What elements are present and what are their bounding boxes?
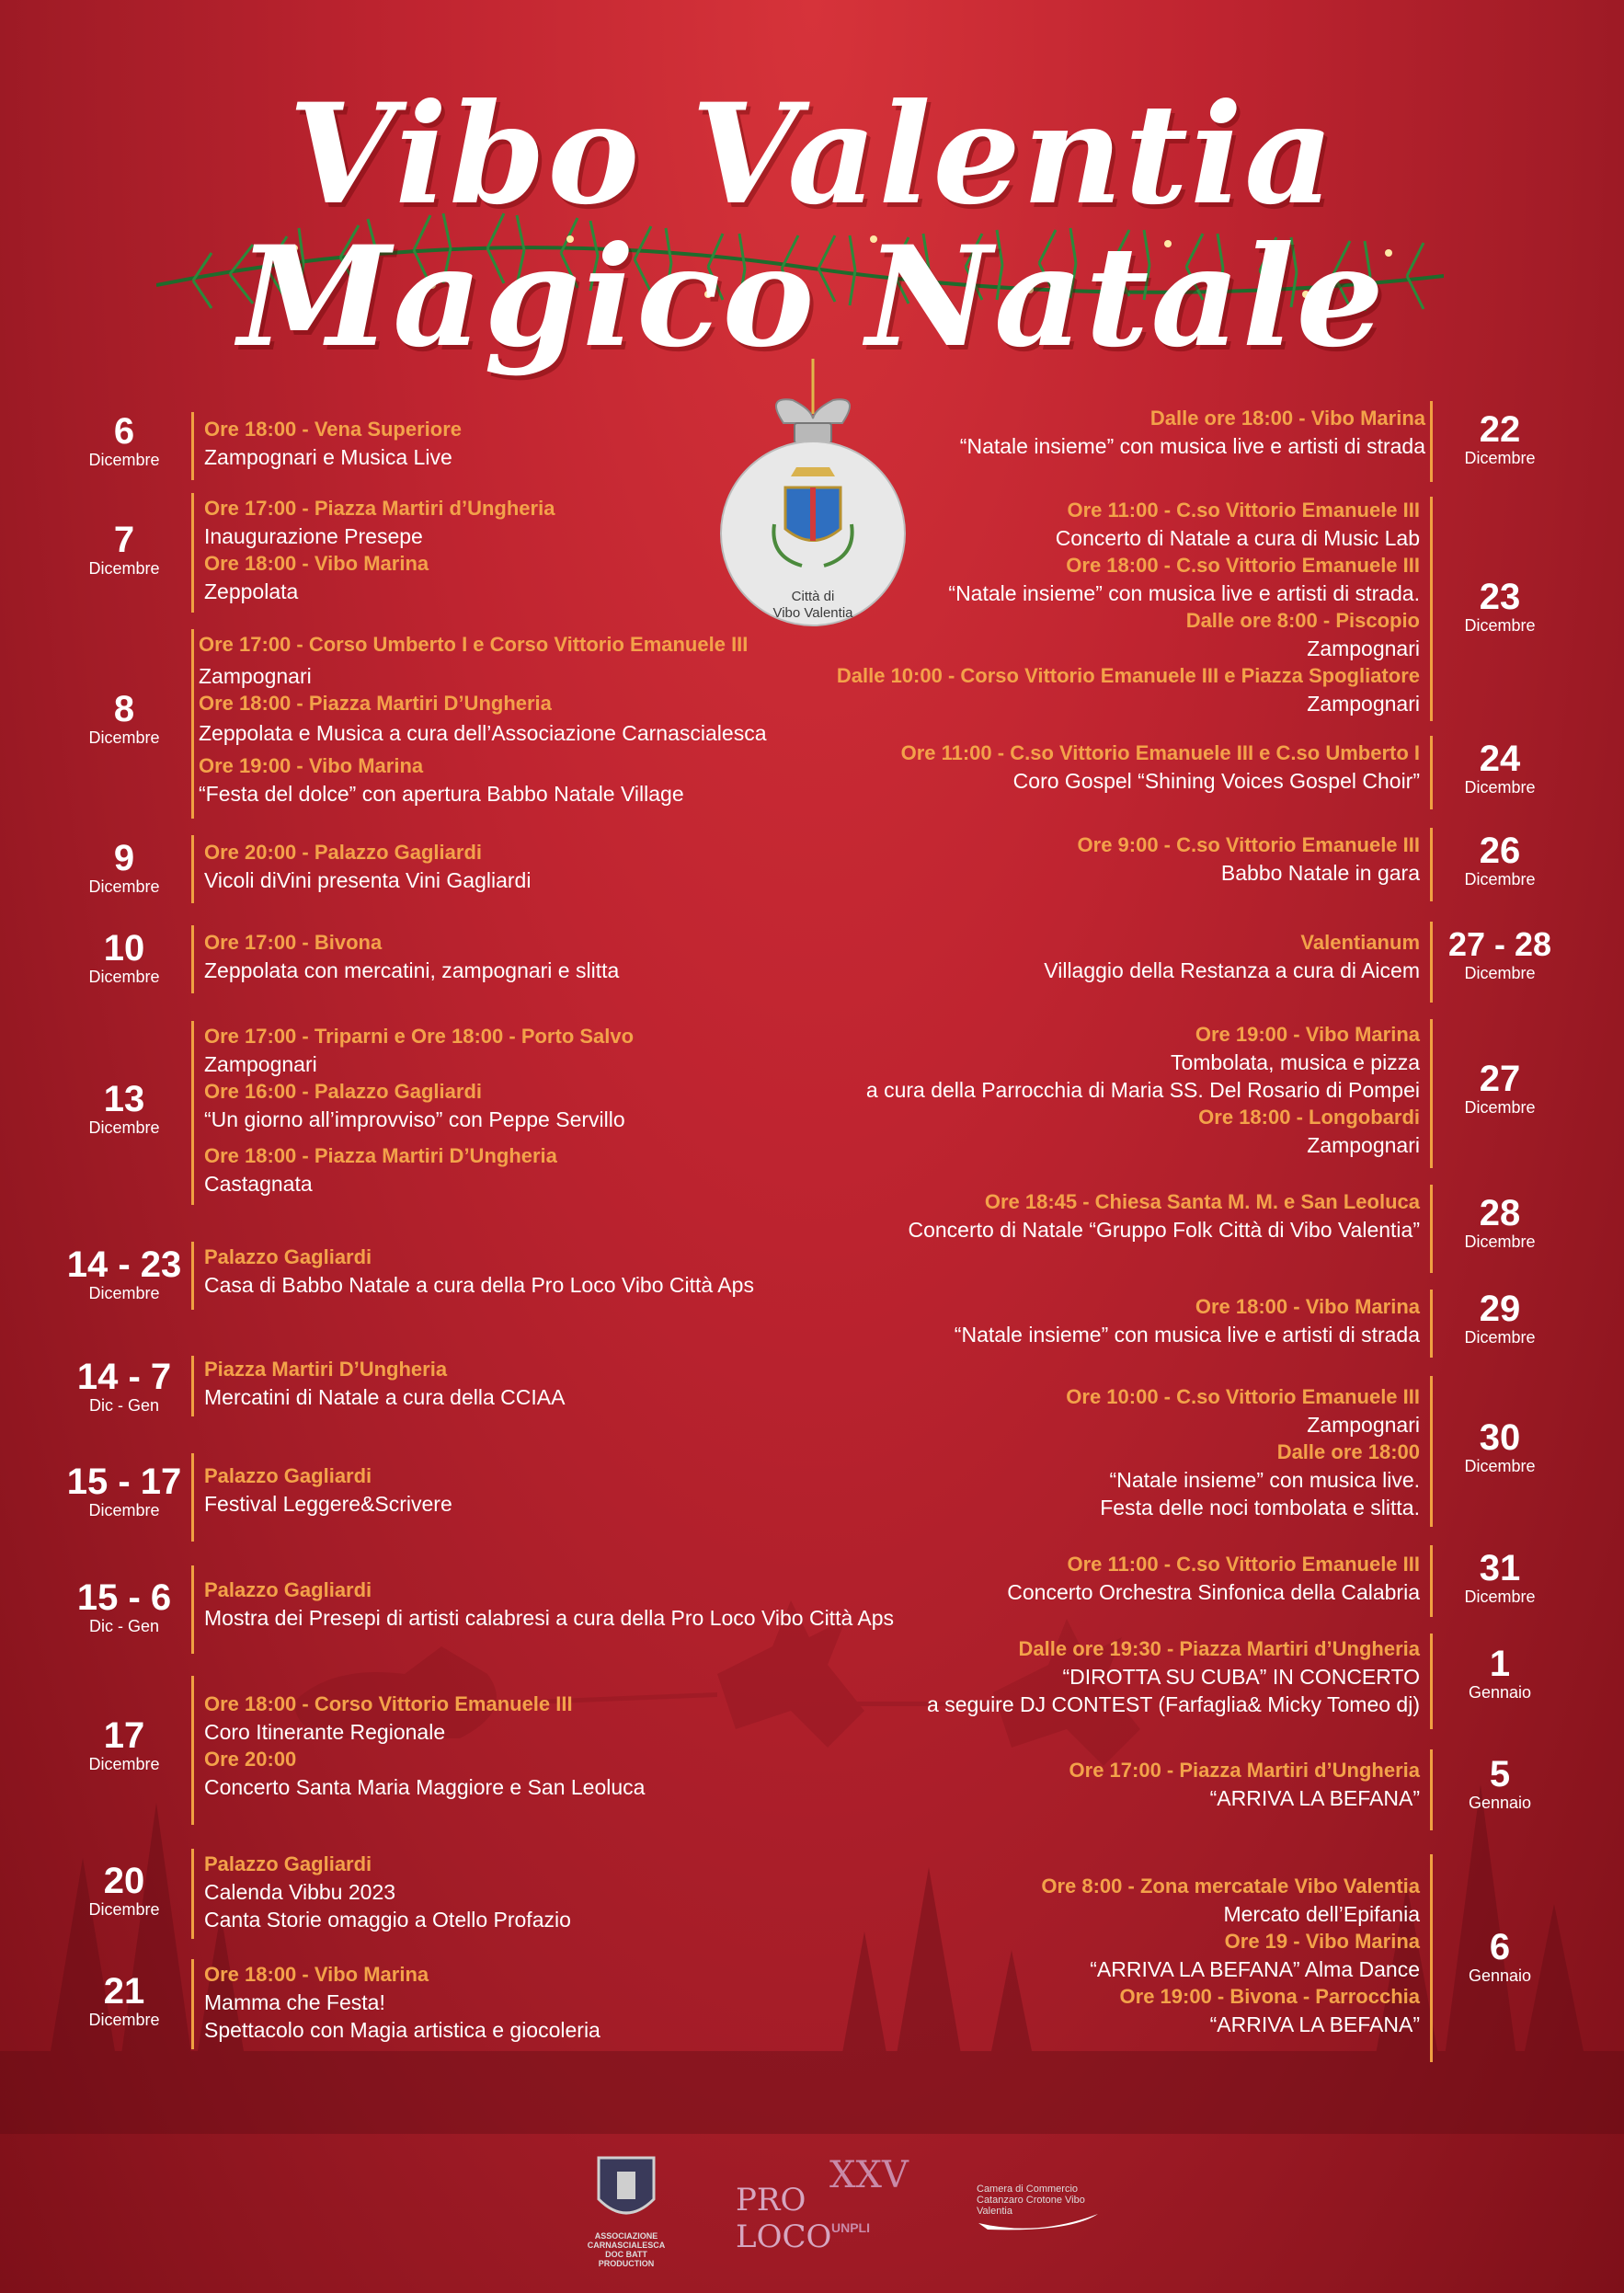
event-date: 5 [1489, 1754, 1511, 1794]
event-line: Ore 19:00 - Vibo Marina [1195, 1023, 1420, 1046]
event-line: Spettacolo con Magia artistica e giocoleria [204, 2018, 600, 2042]
event-right-1 [649, 497, 1569, 721]
event-line: Zeppolata [204, 579, 299, 603]
event-line: Calenda Vibbu 2023 [204, 1880, 396, 1904]
event-month: Dicembre [1464, 870, 1536, 889]
event-divider [191, 1356, 194, 1416]
event-line: Festa delle noci tombolata e slitta. [1100, 1496, 1420, 1519]
event-divider [191, 1453, 194, 1542]
event-month: Dicembre [88, 1501, 160, 1519]
xxv-mark-icon: XXV [829, 2154, 909, 2196]
event-line: Concerto Santa Maria Maggiore e San Leoluca [204, 1775, 646, 1799]
event-right-2 [649, 736, 1569, 809]
sponsor-logos [0, 2134, 1624, 2272]
event-divider [1430, 1634, 1433, 1729]
event-line: Zampognari [1307, 1413, 1420, 1437]
event-line: a cura della Parrocchia di Maria SS. Del Rosario di Pompei [865, 1078, 1420, 1102]
event-divider [191, 1676, 194, 1825]
event-month: Dicembre [1464, 778, 1536, 797]
event-divider [1430, 1376, 1433, 1527]
event-month: Gennaio [1468, 1794, 1532, 1812]
event-line: “Natale insieme” con musica live e artisti di strada. [948, 581, 1420, 605]
event-line: Concerto di Natale a cura di Music Lab [1055, 526, 1420, 550]
event-date: 15 - 6 [76, 1577, 172, 1618]
event-line: Castagnata [204, 1172, 313, 1196]
event-line: Mercatini di Natale a cura della CCIAA [204, 1385, 566, 1409]
event-line: Coro Gospel “Shining Voices Gospel Choir” [1012, 769, 1420, 793]
event-month: Dicembre [88, 968, 160, 986]
event-divider [1430, 1185, 1433, 1273]
event-month: Dicembre [1464, 1098, 1536, 1117]
event-line: Ore 18:00 - Corso Vittorio Emanuele III [204, 1692, 573, 1715]
event-date: 20 [103, 1861, 145, 1901]
event-divider [1430, 1545, 1433, 1617]
event-line: Ore 18:00 - Vibo Marina [1195, 1295, 1420, 1318]
event-line: Zeppolata e Musica a cura dell’Associazione Carnascialesca [199, 721, 767, 745]
event-line: Ore 18:00 - C.so Vittorio Emanuele III [1066, 554, 1420, 577]
event-right-10 [649, 1634, 1569, 1729]
event-line: Inaugurazione Presepe [204, 524, 423, 548]
event-line: Dalle ore 8:00 - Piscopio [1185, 609, 1420, 632]
event-line: “Natale insieme” con musica live e artisti di strada [954, 1323, 1420, 1347]
event-date: 21 [103, 1971, 145, 2012]
event-date: 23 [1479, 577, 1521, 617]
event-line: “ARRIVA LA BEFANA” Alma Dance [1090, 1957, 1420, 1981]
event-month: Dicembre [1464, 1457, 1536, 1475]
event-line: Festival Leggere&Scrivere [204, 1492, 452, 1516]
event-divider [191, 925, 194, 993]
event-date: 8 [113, 689, 135, 729]
event-line: Coro Itinerante Regionale [204, 1720, 446, 1744]
event-line: Ore 18:00 - Piazza Martiri D’Ungheria [204, 1144, 557, 1167]
ornament-label-text: Città di Vibo Valentia [772, 589, 853, 621]
event-line: Zampognari [1307, 692, 1420, 716]
event-month: Dicembre [1464, 1328, 1536, 1347]
event-month: Dicembre [88, 728, 160, 747]
event-line: Concerto di Natale “Gruppo Folk Città di Vibo Valentia” [908, 1218, 1420, 1242]
event-line: Ore 18:45 - Chiesa Santa M. M. e San Leoluca [984, 1190, 1420, 1213]
event-line: Mamma che Festa! [204, 1990, 385, 2014]
event-line: Ore 11:00 - C.so Vittorio Emanuele III [1067, 1553, 1420, 1576]
chamber-logo-text: Camera di Commercio Catanzaro Crotone Vibo Valentia [977, 2184, 1085, 2217]
event-line: Vicoli diVini presenta Vini Gagliardi [204, 868, 532, 892]
event-line: Palazzo Gagliardi [204, 1245, 372, 1268]
event-line: Ore 17:00 - Piazza Martiri d’Ungheria [204, 497, 555, 520]
unpli-logo-text: UNPLI [831, 2220, 870, 2235]
event-month: Dicembre [88, 1284, 160, 1302]
event-divider [1430, 401, 1433, 482]
event-month: Dicembre [1464, 1232, 1536, 1251]
event-line: Ore 20:00 - Palazzo Gagliardi [204, 841, 483, 864]
event-right-8 [649, 1376, 1569, 1527]
event-line: Ore 11:00 - C.so Vittorio Emanuele III e C.so Umberto I [900, 741, 1420, 764]
event-line: Ore 10:00 - C.so Vittorio Emanuele III [1066, 1385, 1420, 1408]
event-divider [1430, 497, 1433, 721]
event-line: a seguire DJ CONTEST (Farfaglia& Micky Tomeo dj) [927, 1692, 1420, 1716]
event-month: Dic - Gen [88, 1617, 160, 1635]
event-divider [1430, 736, 1433, 809]
event-line: Palazzo Gagliardi [204, 1464, 372, 1487]
event-line: “Natale insieme” con musica live e artisti di strada [959, 434, 1425, 458]
event-line: Dalle 10:00 - Corso Vittorio Emanuele III e Piazza Spogliatore [836, 664, 1420, 687]
carnival-association-logo [585, 2149, 668, 2268]
event-line: Ore 19:00 - Vibo Marina [199, 754, 424, 777]
event-date: 1 [1489, 1644, 1511, 1684]
event-line: Ore 8:00 - Zona mercatale Vibo Valentia [1041, 1875, 1420, 1897]
event-line: Valentianum [1300, 931, 1420, 954]
event-divider [191, 1242, 194, 1310]
event-line: Concerto Orchestra Sinfonica della Calabria [1007, 1580, 1420, 1604]
event-date: 15 - 17 [66, 1462, 182, 1502]
event-date: 9 [113, 838, 135, 878]
event-month: Dicembre [88, 2011, 160, 2029]
event-divider [1430, 1019, 1433, 1168]
event-date: 29 [1479, 1289, 1521, 1329]
event-right-11 [649, 1749, 1569, 1830]
event-line: Dalle ore 18:00 [1276, 1440, 1420, 1463]
event-line: Tombolata, musica e pizza [1170, 1050, 1420, 1074]
event-line: Ore 18:00 - Vibo Marina [204, 552, 429, 575]
event-line: Babbo Natale in gara [1220, 861, 1420, 885]
shield-crest-icon [585, 2149, 668, 2231]
event-divider [191, 1021, 194, 1205]
event-line: Palazzo Gagliardi [204, 1852, 372, 1875]
event-divider [1430, 1749, 1433, 1830]
event-line: Zampognari [1307, 636, 1420, 660]
event-line: “Un giorno all’improvviso” con Peppe Servillo [204, 1107, 625, 1131]
proloco-logo [736, 2154, 909, 2264]
chamber-of-commerce-logo [969, 2182, 1107, 2237]
event-line: Piazza Martiri D’Ungheria [204, 1358, 448, 1381]
event-line: Palazzo Gagliardi [204, 1578, 372, 1601]
event-divider [191, 1849, 194, 1939]
event-line: Ore 9:00 - C.so Vittorio Emanuele III [1077, 833, 1420, 856]
event-divider [1430, 1290, 1433, 1358]
event-right-9 [649, 1545, 1569, 1617]
event-right-5 [649, 1019, 1569, 1168]
event-line: Mercato dell’Epifania [1223, 1902, 1420, 1926]
event-divider [191, 1565, 194, 1654]
event-date: 6 [113, 411, 135, 452]
event-month: Dicembre [88, 1118, 160, 1137]
event-divider [1430, 828, 1433, 901]
event-divider [191, 835, 194, 903]
event-line: Zampognari [199, 664, 312, 688]
event-line: Ore 18:00 - Piazza Martiri D’Ungheria [199, 692, 552, 715]
event-line: Dalle ore 19:30 - Piazza Martiri d’Ungheria [1018, 1637, 1420, 1660]
event-divider [191, 493, 194, 613]
proloco-logo-text: PRO LOCO [736, 2182, 832, 2255]
event-date: 17 [103, 1715, 145, 1756]
event-line: Ore 11:00 - C.so Vittorio Emanuele III [1067, 499, 1420, 522]
event-line: Ore 17:00 - Corso Umberto I e Corso Vittorio Emanuele III [199, 633, 749, 656]
event-month: Dicembre [88, 1900, 160, 1919]
event-month: Dicembre [88, 1755, 160, 1773]
event-date: 14 - 23 [66, 1244, 182, 1285]
event-date: 27 - 28 [1447, 925, 1552, 963]
event-divider [191, 629, 194, 819]
event-month: Dicembre [88, 877, 160, 896]
event-right-0 [649, 401, 1569, 482]
event-line: “Festa del dolce” con apertura Babbo Natale Village [199, 782, 684, 806]
event-month: Gennaio [1468, 1966, 1532, 1985]
event-date: 7 [113, 520, 135, 560]
title-line-1: Vibo Valentia [288, 74, 1336, 235]
event-month: Dicembre [88, 559, 160, 578]
event-month: Dicembre [1464, 964, 1536, 982]
event-line: Ore 17:00 - Piazza Martiri d’Ungheria [1069, 1759, 1420, 1782]
event-date: 27 [1479, 1059, 1521, 1099]
event-month: Gennaio [1468, 1683, 1532, 1702]
event-line: Zeppolata con mercatini, zampognari e slitta [204, 958, 620, 982]
event-date: 28 [1479, 1193, 1521, 1233]
event-line: Ore 19:00 - Bivona - Parrocchia [1119, 1985, 1420, 2008]
event-month: Dicembre [1464, 449, 1536, 467]
event-date: 10 [103, 928, 145, 969]
event-divider [191, 1959, 194, 2049]
event-date: 13 [103, 1079, 145, 1119]
event-line: Canta Storie omaggio a Otello Profazio [204, 1908, 571, 1932]
event-line: Ore 20:00 [204, 1748, 297, 1771]
event-right-7 [649, 1290, 1569, 1358]
event-line: Ore 18:00 - Vibo Marina [204, 1963, 429, 1986]
event-right-4 [649, 922, 1569, 1003]
event-date: 6 [1489, 1927, 1511, 1967]
event-right-3 [649, 828, 1569, 901]
event-right-6 [649, 1185, 1569, 1273]
event-line: Ore 19 - Vibo Marina [1224, 1930, 1420, 1953]
assoc-logo-text: ASSOCIAZIONE CARNASCIALESCA DOC BATT PRODUCTION [587, 2231, 666, 2268]
event-divider [191, 412, 194, 480]
event-line: Ore 17:00 - Bivona [204, 931, 383, 954]
event-divider [1430, 1854, 1433, 2062]
event-date: 22 [1479, 409, 1521, 450]
event-line: Ore 16:00 - Palazzo Gagliardi [204, 1080, 483, 1103]
title-block [0, 37, 1624, 386]
event-line: Dalle ore 18:00 - Vibo Marina [1149, 407, 1425, 430]
event-month: Dicembre [88, 451, 160, 469]
event-line: Mostra dei Presepi di artisti calabresi a cura della Pro Loco Vibo Città Aps [204, 1606, 895, 1630]
event-month: Dicembre [1464, 1588, 1536, 1606]
event-right-12 [649, 1854, 1569, 2062]
event-line: Ore 18:00 - Longobardi [1198, 1106, 1420, 1129]
event-month: Dicembre [1464, 616, 1536, 635]
event-date: 31 [1479, 1548, 1521, 1588]
event-line: “ARRIVA LA BEFANA” [1209, 1786, 1420, 1810]
event-month: Dic - Gen [88, 1396, 160, 1415]
event-line: Zampognari [204, 1052, 317, 1076]
event-line: Casa di Babbo Natale a cura della Pro Loco Vibo Città Aps [204, 1273, 754, 1297]
event-line: Ore 17:00 - Triparni e Ore 18:00 - Porto Salvo [204, 1025, 635, 1048]
title-line-2: Magico Natale [238, 216, 1386, 378]
event-line: Zampognari [1307, 1133, 1420, 1157]
event-line: Ore 18:00 - Vena Superiore [204, 418, 463, 441]
event-date: 30 [1479, 1417, 1521, 1458]
event-line: Zampognari e Musica Live [204, 445, 452, 469]
event-divider [1430, 922, 1433, 1003]
event-line: “ARRIVA LA BEFANA” [1209, 2012, 1420, 2036]
event-line: “Natale insieme” con musica live. [1109, 1468, 1420, 1492]
event-line: Villaggio della Restanza a cura di Aicem [1044, 958, 1420, 982]
event-date: 24 [1479, 739, 1521, 779]
event-line: “DIROTTA SU CUBA” IN CONCERTO [1062, 1665, 1420, 1689]
event-date: 26 [1479, 831, 1521, 871]
event-date: 14 - 7 [76, 1357, 172, 1397]
